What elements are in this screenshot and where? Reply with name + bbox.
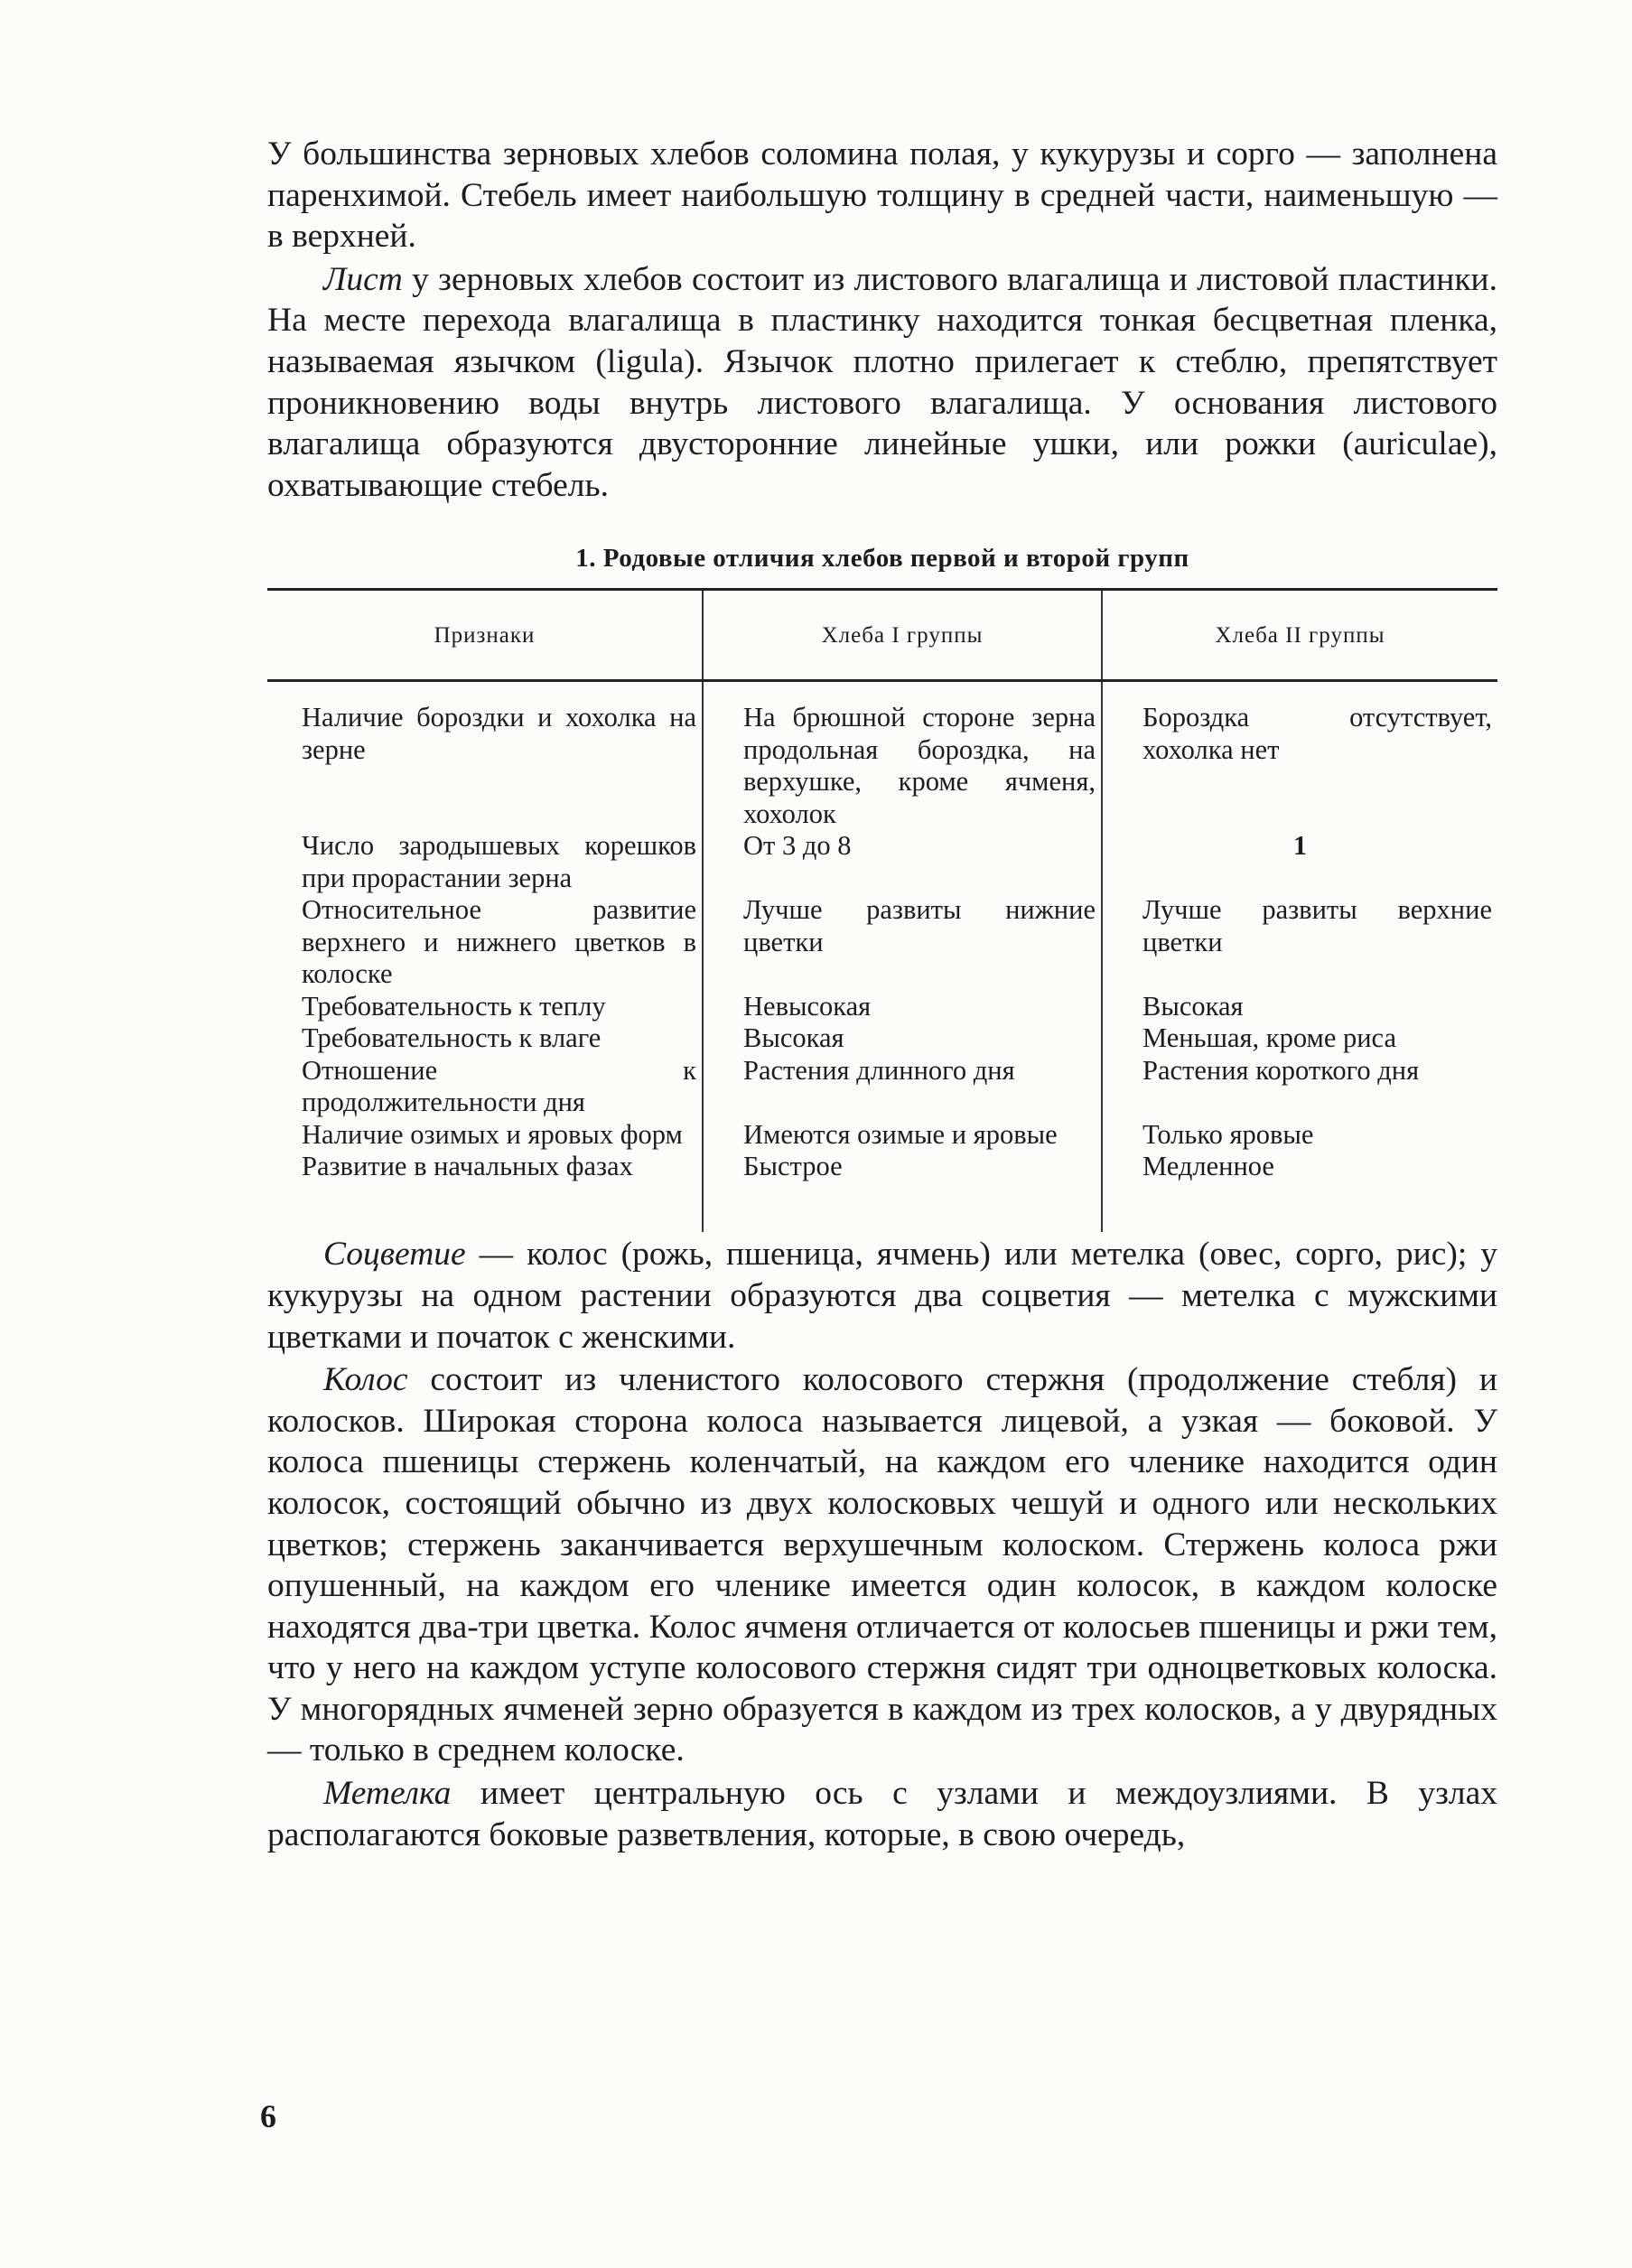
cell-group-2: Бороздка отсутствует, хохолка нет — [1102, 681, 1497, 831]
cell-group-1: Растения длинного дня — [703, 1055, 1102, 1119]
cell-group-1: Невысокая — [703, 991, 1102, 1023]
paragraph-inflorescence-text: — колос (рожь, пшеница, ячмень) или метелка (овес, сорго, рис); у кукурузы на одном растении образуются два соцветия — метелка с мужскими цветками и початок с женскими. — [267, 1236, 1497, 1356]
table-title: 1. Родовые отличия хлебов первой и второй групп — [575, 544, 1189, 574]
cell-group-1: Имеются озимые и яровые — [703, 1119, 1102, 1152]
cell-group-2: Меньшая, кроме риса — [1102, 1022, 1497, 1055]
page-content — [267, 134, 1497, 1855]
cell-group-1: На брюшной стороне зерна продольная бороздка, на верхушке, кроме ячменя, хохолок — [703, 681, 1102, 831]
term-panicle: Метелка — [323, 1775, 452, 1813]
cell-group-1: От 3 до 8 — [703, 830, 1102, 894]
cell-group-1: Лучше развиты нижние цветки — [703, 894, 1102, 991]
cell-feature: Относительное развитие верхнего и нижнего цветков в колоске — [302, 894, 696, 990]
header-group-1: Хлеба I группы — [703, 590, 1102, 681]
paragraph-stem: У большинства зерновых хлебов соломина полая, у кукурузы и сорго — заполнена паренхимой. Стебель имеет наибольшую толщину в средней части, наименьшую — в верхней. — [267, 135, 1497, 256]
table-row — [267, 830, 1497, 894]
cell-group-2: Только яровые — [1102, 1119, 1497, 1152]
page-number: 6 — [260, 2098, 276, 2134]
cell-feature: Требовательность к влаге — [302, 1022, 602, 1054]
cell-group-2: Растения короткого дня — [1102, 1055, 1497, 1119]
table-row — [267, 1119, 1497, 1152]
table-row — [267, 894, 1497, 991]
header-features: Признаки — [267, 590, 703, 681]
paragraph-leaf — [267, 259, 1497, 507]
cell-feature: Развитие в начальных фазах — [302, 1151, 633, 1182]
table-row — [267, 681, 1497, 831]
paragraph-ear-text: состоит из членистого колосового стержня (продолжение стебля) и колосков. Широкая сторона колоса называется лицевой, а узкая — боковой. У колоса пшеницы стержень коленчатый, на каждом его членике находится один колосок, состоящий обычно из двух колосковых чешуй и одного или нескольких цветков; стержень заканчивается верхушечным колоском. Стержень колоса ржи опушенный, на каждом его членике имеется один колосок, в каждом колоске находятся два-три цветка. Колос ячменя отличается от колосьев пшеницы и ржи тем, что у него на каждом уступе колосового стержня сидят три одноцветковых колоска. У многорядных ячменей зерно образуется в каждом из трех колосков, а у двурядных — только в среднем колоске. — [267, 1361, 1497, 1769]
table-row — [267, 991, 1497, 1023]
paragraph-inflorescence — [267, 1234, 1497, 1358]
table-header-row — [267, 590, 1497, 681]
cell-feature: Наличие озимых и яровых форм — [302, 1118, 683, 1150]
cell-feature: Число зародышевых корешков при прорастании зерна — [302, 830, 696, 893]
term-ear: Колос — [323, 1361, 408, 1399]
cell-group-1: Высокая — [703, 1022, 1102, 1055]
differences-table — [267, 588, 1497, 1232]
table-row — [267, 1022, 1497, 1055]
term-leaf: Лист — [323, 260, 403, 298]
paragraph-panicle — [267, 1773, 1497, 1855]
table-row — [267, 1055, 1497, 1119]
cell-feature: Наличие бороздки и хохолка на зерне — [302, 702, 696, 765]
header-group-2: Хлеба II группы — [1102, 590, 1497, 681]
paragraph-ear — [267, 1359, 1497, 1771]
paragraph-panicle-text: имеет центральную ось с узлами и междоузлиями. В узлах располагаются боковые разветвления, которые, в свою очередь, — [267, 1775, 1497, 1853]
table-row — [267, 1151, 1497, 1232]
cell-group-2: Лучше развиты верхние цветки — [1102, 894, 1497, 991]
cell-group-2: Медленное — [1102, 1151, 1497, 1232]
paragraph-leaf-text: у зерновых хлебов состоит из листового влагалища и листовой пластинки. На месте перехода влагалища в пластинку находится тонкая бесцветная пленка, называемая язычком (ligula). Язычок плотно прилегает к стеблю, препятствует проникновению воды внутрь листового влагалища. У основания листового влагалища образуются двусторонние линейные ушки, или рожки (auriculae), охватывающие стебель. — [267, 260, 1497, 504]
cell-feature: Отношение к продолжительности дня — [302, 1054, 696, 1118]
cell-group-2: 1 — [1102, 830, 1497, 894]
cell-feature: Требовательность к теплу — [302, 990, 606, 1022]
cell-group-1: Быстрое — [703, 1151, 1102, 1232]
term-inflorescence: Соцветие — [323, 1236, 466, 1274]
cell-group-2: Высокая — [1102, 991, 1497, 1023]
